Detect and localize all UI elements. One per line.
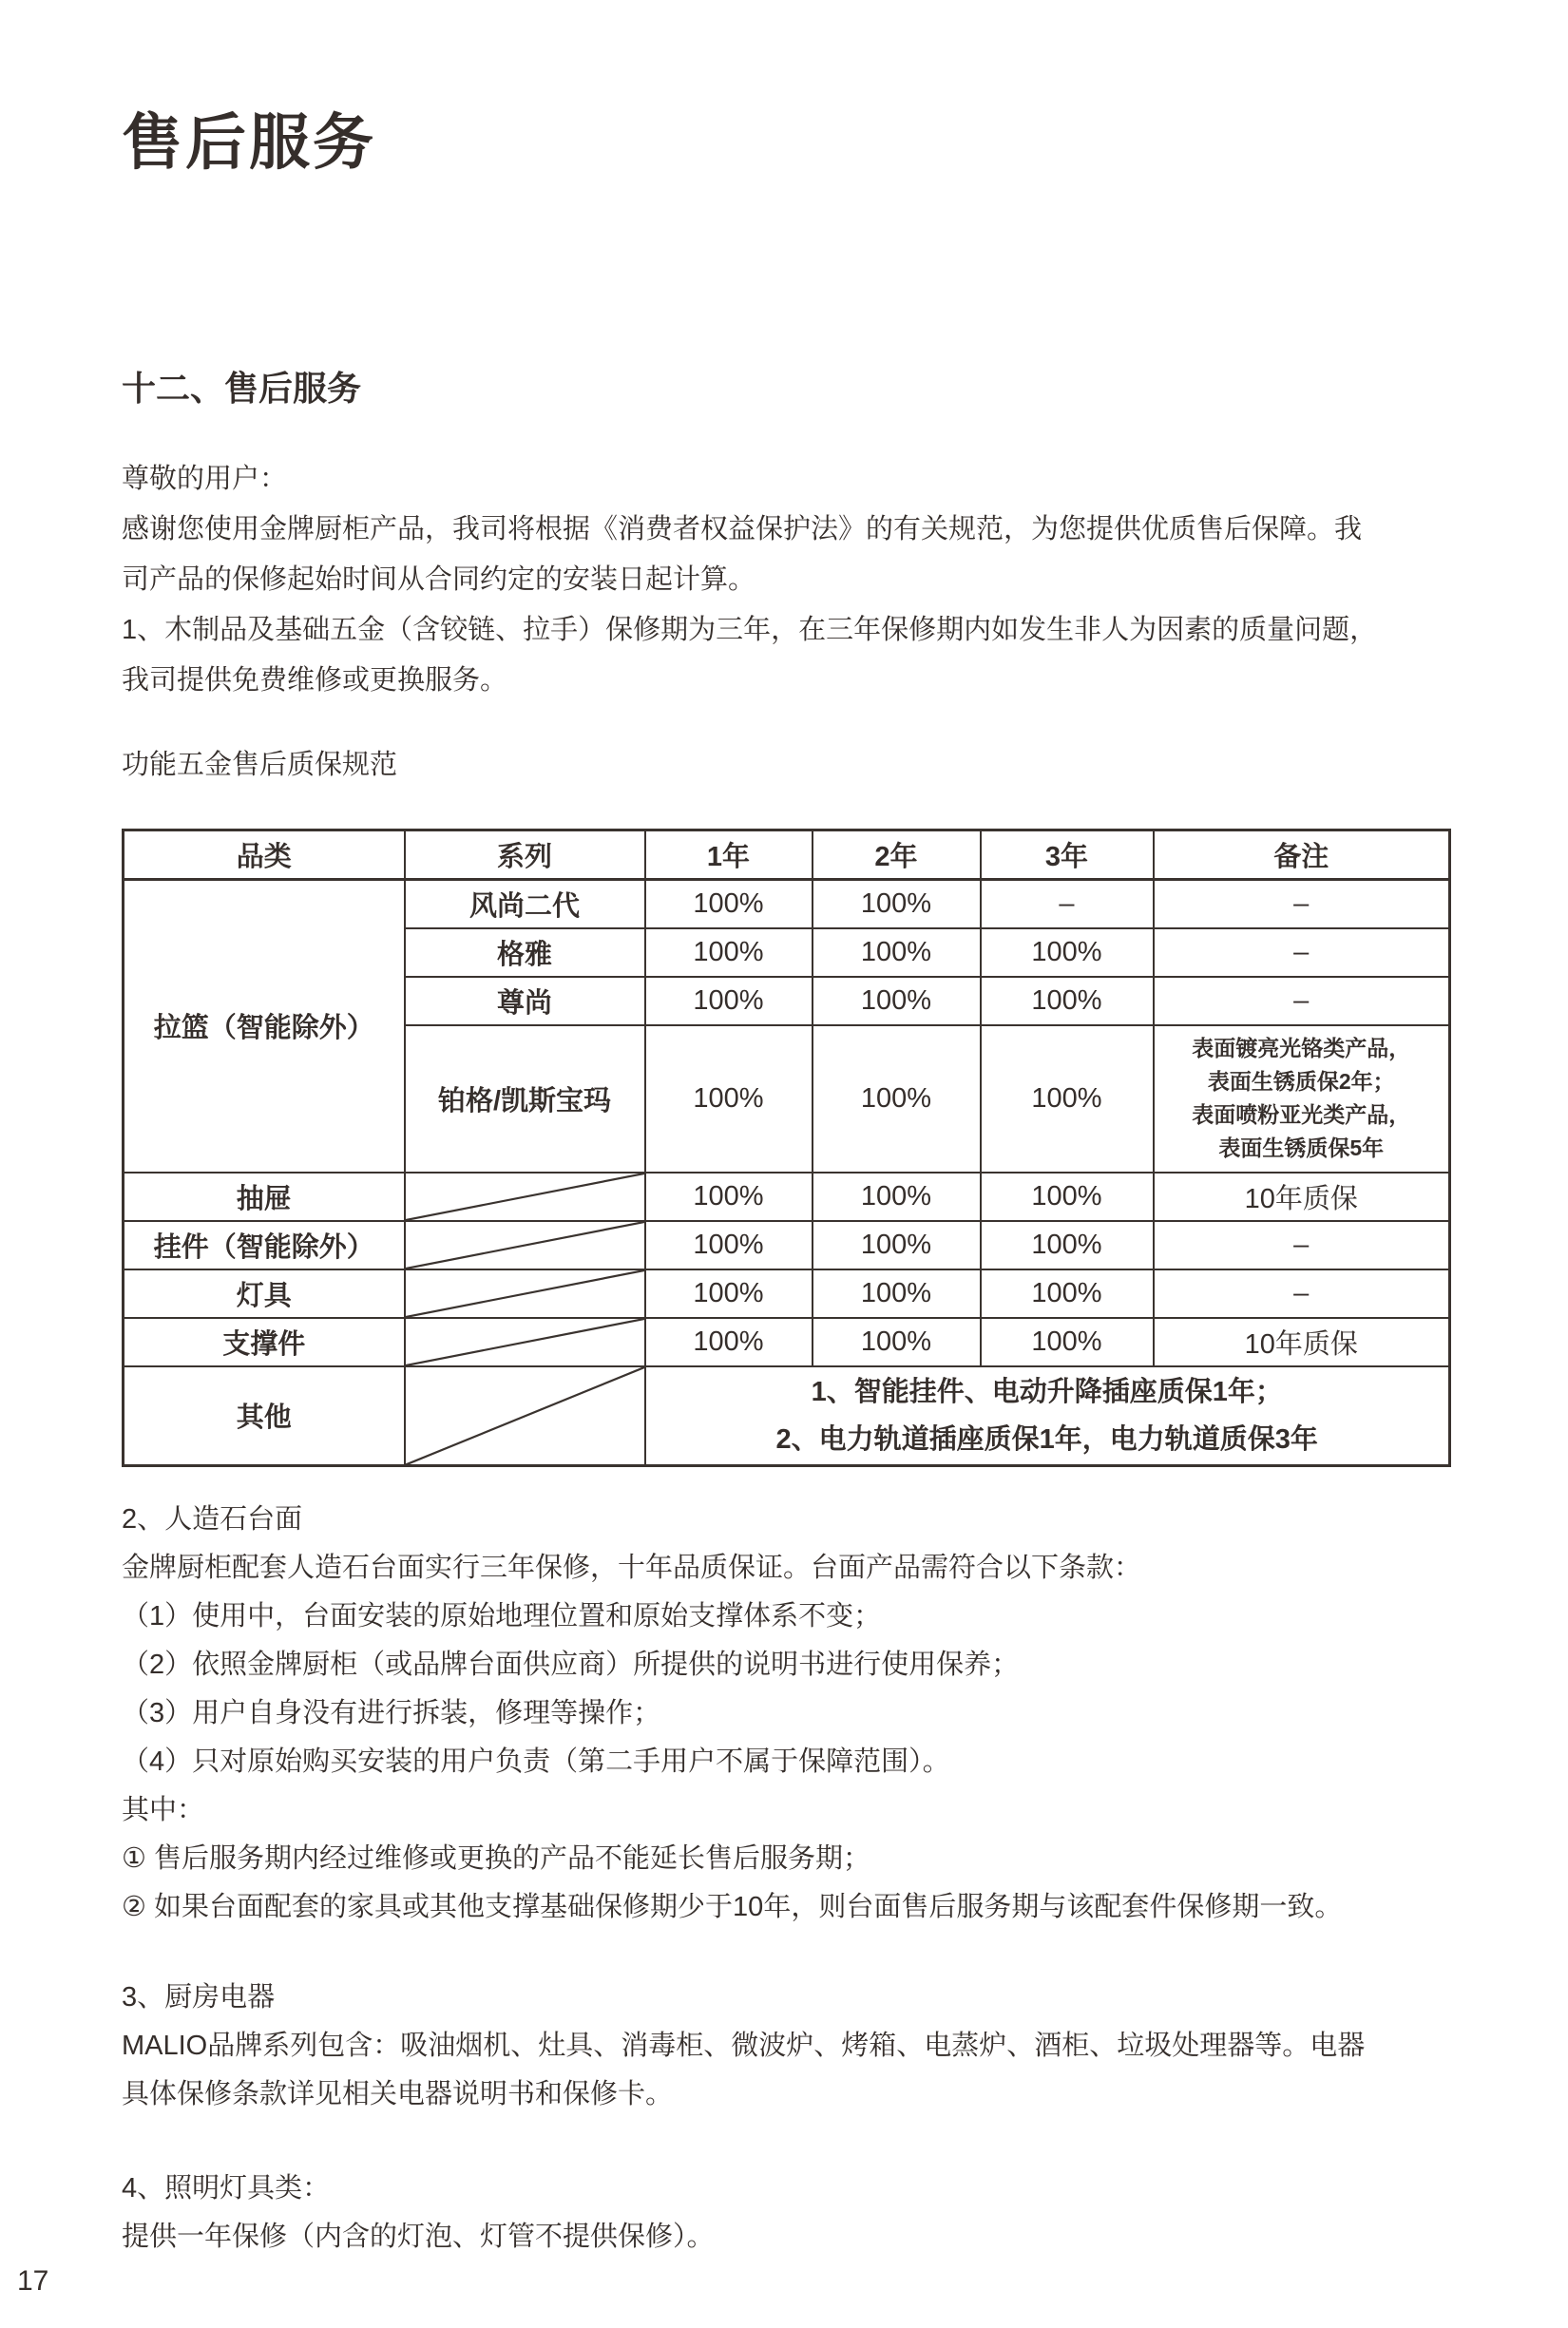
cell-series: 尊尚: [405, 977, 645, 1025]
section-2-countertop: [122, 1496, 1449, 1932]
section-4-heading: 4、照明灯具类：: [122, 2173, 331, 2204]
section-4-line: 提供一年保修（内含的灯泡、灯管不提供保修）。: [122, 2222, 715, 2252]
cell-year1: 100%: [645, 880, 813, 928]
cell-year3: 100%: [981, 1269, 1154, 1318]
cell-year1: 100%: [645, 1173, 813, 1221]
section-3-line: MALIO品牌系列包含：吸油烟机、灶具、消毒柜、微波炉、烤箱、电蒸炉、酒柜、垃圾处理器等。电器: [122, 2031, 1366, 2061]
header-series: 系列: [405, 830, 645, 880]
intro-line: 司产品的保修起始时间从合同约定的安装日起计算。: [122, 564, 756, 595]
cell-series-slash: [405, 1269, 645, 1318]
cell-year2: 100%: [813, 928, 981, 977]
intro-paragraph: [122, 454, 1449, 706]
cell-year1: 100%: [645, 1025, 813, 1173]
cell-other-notes: [645, 1366, 1450, 1466]
cell-year1: 100%: [645, 1221, 813, 1269]
warranty-table: [122, 829, 1451, 1467]
remark-line: 表面生锈质保5年: [1218, 1135, 1385, 1160]
section-2-line: （2）依照金牌厨柜（或品牌台面供应商）所提供的说明书进行使用保养；: [122, 1650, 1020, 1680]
cell-year3: 100%: [981, 1221, 1154, 1269]
section-3-line: 具体保修条款详见相关电器说明书和保修卡。: [122, 2079, 674, 2109]
cell-remark: –: [1154, 1269, 1450, 1318]
diagonal-slash: [406, 1222, 644, 1269]
cell-category-basket: 拉篮（智能除外）: [124, 880, 405, 1173]
cell-series: 格雅: [405, 928, 645, 977]
intro-line: 感谢您使用金牌厨柜产品，我司将根据《消费者权益保护法》的有关规范，为您提供优质售后保障。我: [122, 514, 1363, 544]
diagonal-slash: [406, 1367, 644, 1465]
section-2-line: ② 如果台面配套的家具或其他支撑基础保修期少于10年，则台面售后服务期与该配套件保修期一致。: [122, 1892, 1343, 1922]
note-line: 2、电力轨道插座质保1年，电力轨道质保3年: [775, 1423, 1318, 1455]
section-2-heading: 2、人造石台面: [122, 1504, 303, 1535]
note-line: 1、智能挂件、电动升降插座质保1年；: [811, 1376, 1283, 1407]
diagonal-slash: [406, 1319, 644, 1365]
section-2-line: 金牌厨柜配套人造石台面实行三年保修，十年品质保证。台面产品需符合以下条款：: [122, 1553, 1142, 1583]
cell-category-support: 支撑件: [124, 1318, 405, 1366]
page-title: 售后服务: [122, 108, 376, 177]
cell-category-drawer: 抽屉: [124, 1173, 405, 1221]
cell-series: 风尚二代: [405, 880, 645, 928]
cell-year1: 100%: [645, 977, 813, 1025]
cell-remark: 10年质保: [1154, 1173, 1450, 1221]
cell-remark-multiline: [1154, 1025, 1450, 1173]
remark-line: 表面镀亮光铬类产品，: [1192, 1036, 1411, 1060]
cell-series-slash: [405, 1173, 645, 1221]
cell-category-other: 其他: [124, 1366, 405, 1466]
table-row: [124, 1221, 1450, 1269]
cell-year2: 100%: [813, 977, 981, 1025]
cell-series-slash: [405, 1221, 645, 1269]
cell-remark: –: [1154, 928, 1450, 977]
cell-year3: 100%: [981, 977, 1154, 1025]
table-label: 功能五金售后质保规范: [122, 750, 398, 780]
section-heading-12: 十二、售后服务: [122, 369, 362, 408]
cell-remark: –: [1154, 977, 1450, 1025]
header-year3: 3年: [981, 830, 1154, 880]
page-content: [0, 108, 1568, 2261]
section-3-appliances: [122, 1974, 1449, 2119]
header-year1: 1年: [645, 830, 813, 880]
cell-year3: 100%: [981, 1318, 1154, 1366]
cell-year2: 100%: [813, 880, 981, 928]
cell-year3: 100%: [981, 1025, 1154, 1173]
table-row: [124, 880, 1450, 928]
table-row: [124, 1318, 1450, 1366]
cell-year2: 100%: [813, 1221, 981, 1269]
cell-series: 铂格/凯斯宝玛: [405, 1025, 645, 1173]
cell-series-slash: [405, 1318, 645, 1366]
table-row: [124, 1173, 1450, 1221]
cell-year1: 100%: [645, 928, 813, 977]
header-remark: 备注: [1154, 830, 1450, 880]
section-2-line: 其中：: [122, 1795, 205, 1825]
section-2-line: （3）用户自身没有进行拆装，修理等操作；: [122, 1698, 661, 1728]
cell-year2: 100%: [813, 1025, 981, 1173]
section-2-line: （1）使用中，台面安装的原始地理位置和原始支撑体系不变；: [122, 1601, 882, 1632]
cell-year3: –: [981, 880, 1154, 928]
section-2-line: （4）只对原始购买安装的用户负责（第二手用户不属于保障范围）。: [122, 1746, 950, 1777]
cell-year2: 100%: [813, 1173, 981, 1221]
remark-line: 表面生锈质保2年；: [1207, 1069, 1395, 1094]
diagonal-slash: [406, 1174, 644, 1220]
header-year2: 2年: [813, 830, 981, 880]
cell-year1: 100%: [645, 1318, 813, 1366]
cell-year2: 100%: [813, 1318, 981, 1366]
table-row: [124, 1366, 1450, 1466]
table-row: [124, 1269, 1450, 1318]
header-category: 品类: [124, 830, 405, 880]
cell-year3: 100%: [981, 1173, 1154, 1221]
intro-line: 我司提供免费维修或更换服务。: [122, 665, 508, 696]
salutation-line: 尊敬的用户：: [122, 464, 288, 494]
diagonal-slash: [406, 1270, 644, 1317]
remark-line: 表面喷粉亚光类产品，: [1192, 1102, 1411, 1127]
page-number: 17: [17, 2265, 49, 2297]
cell-remark: 10年质保: [1154, 1318, 1450, 1366]
cell-year3: 100%: [981, 928, 1154, 977]
cell-remark: –: [1154, 1221, 1450, 1269]
cell-year2: 100%: [813, 1269, 981, 1318]
section-4-lighting: [122, 2165, 1449, 2261]
cell-year1: 100%: [645, 1269, 813, 1318]
cell-category-lighting: 灯具: [124, 1269, 405, 1318]
cell-remark: –: [1154, 880, 1450, 928]
cell-series-slash: [405, 1366, 645, 1466]
intro-line: 1、木制品及基础五金（含铰链、拉手）保修期为三年，在三年保修期内如发生非人为因素的质量问题，: [122, 615, 1378, 645]
table-header-row: [124, 830, 1450, 880]
section-3-heading: 3、厨房电器: [122, 1982, 276, 2013]
cell-category-hanging: 挂件（智能除外）: [124, 1221, 405, 1269]
section-2-line: ① 售后服务期内经过维修或更换的产品不能延长售后服务期；: [122, 1843, 871, 1874]
